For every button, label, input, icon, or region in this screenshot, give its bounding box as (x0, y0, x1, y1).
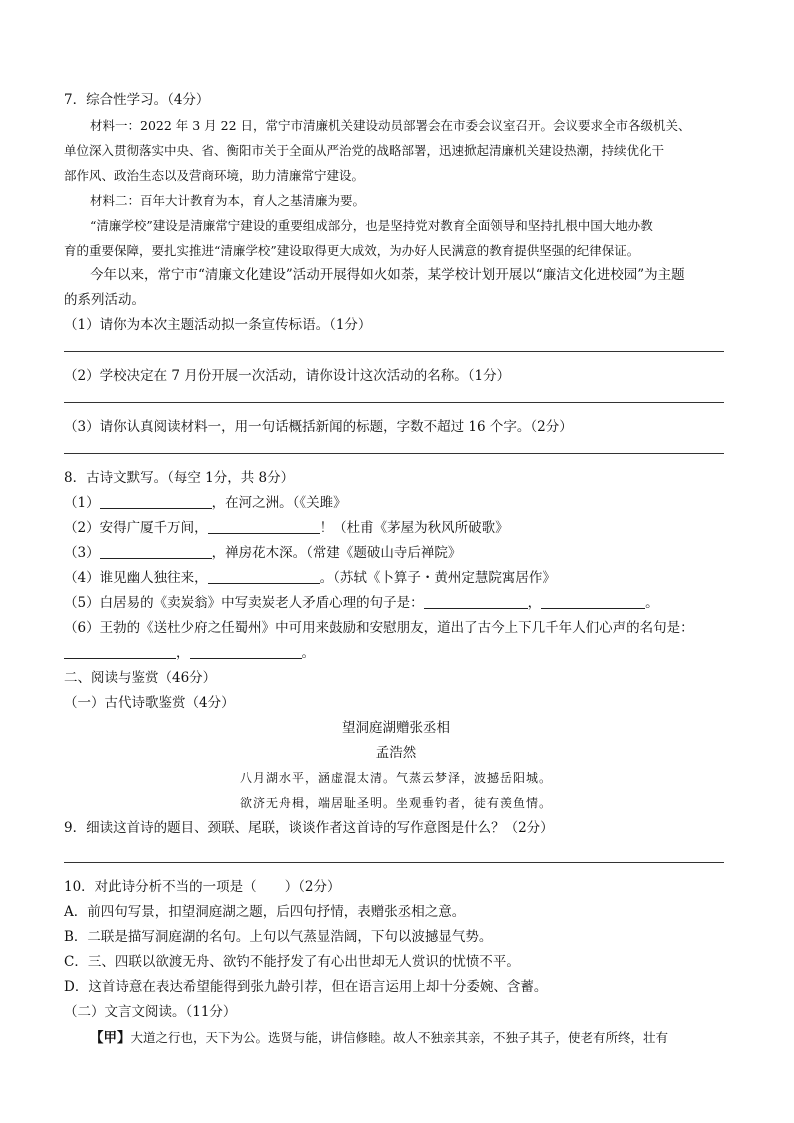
q10-option-a: A．前四句写景，扣望洞庭湖之题，后四句抒情，表赠张丞相之意。 (64, 904, 466, 920)
q7-material1-line3: 部作风、政治生态以及营商环境，助力清廉常宁建设。 (64, 168, 365, 183)
q8-item5 (64, 591, 728, 616)
fill-blank[interactable] (64, 644, 176, 659)
part2-title: （二）文言文阅读。（11分） (64, 1004, 237, 1020)
q7-material3-line1: “清廉学校”建设是清廉常宁建设的重要组成部分，也是坚持党对教育全面领导和坚持扎根中国大地办教 (90, 218, 653, 233)
q8-item5-suffix: 。 (645, 595, 659, 611)
fill-blank[interactable] (424, 594, 528, 609)
q10-option-c: C．三、四联以欲渡无舟、欲钓不能抒发了有心出世却无人赏识的忧愤不平。 (64, 954, 520, 970)
fill-blank[interactable] (190, 644, 302, 659)
q9-title: 9．细读这首诗的题目、颈联、尾联，谈谈作者这首诗的写作意图是什么？（2分） (64, 820, 554, 836)
fill-blank[interactable] (100, 494, 212, 509)
q8-item2-suffix: ！（杜甫《茅屋为秋风所破歌》 (319, 520, 509, 536)
q8-item6-blanks (64, 641, 728, 666)
q8-item3 (64, 541, 728, 566)
fill-blank[interactable] (208, 519, 320, 534)
q8-item5-prefix: （5）白居易的《卖炭翁》中写卖炭老人矛盾心理的句子是： (64, 595, 424, 611)
q8-item2-prefix: （2）安得广厦千万间， (64, 520, 208, 536)
q8-item1-suffix: ，在河之洲。（《关雎》 (211, 495, 347, 511)
q7-material1-line1: 材料一：2022 年 3 月 22 日，常宁市清廉机关建设动员部署会在市委会议室召开。会议要求全市各级机关、 (90, 118, 691, 133)
q10-title-suffix: ）（2分） (284, 879, 341, 895)
section2-title: 二、阅读与鉴赏（46分） (64, 670, 217, 686)
q8-item4 (64, 566, 728, 591)
q8-item6-suffix: 。 (301, 645, 315, 661)
poem-line1: 八月湖水平，涵虚混太清。气蒸云梦泽，波撼岳阳城。 (239, 771, 552, 785)
poem-line2: 欲济无舟楫，端居耻圣明。坐观垂钓者，徒有羡鱼情。 (239, 796, 552, 810)
q10-option-d: D．这首诗意在表达希望能得到张九龄引荐，但在语言运用上却十分委婉、含蓄。 (64, 979, 548, 995)
q8-item3-prefix: （3） (64, 545, 100, 561)
answer-line-q7-2[interactable] (64, 401, 724, 403)
exam-page (64, 88, 728, 1051)
poem-title: 望洞庭湖赠张丞相 (342, 720, 450, 736)
q7-intro-line2: 的系列活动。 (64, 292, 145, 308)
q7-material1-line2: 单位深入贯彻落实中央、省、衡阳市关于全面从严治党的战略部署，迅速掀起清廉机关建设热潮，持续优化干 (64, 143, 665, 158)
q7-material3-line2: 育的重要保障，要扎实推进“清廉学校”建设取得更大成效，为办好人民满意的教育提供坚强的纪律保证。 (64, 243, 640, 258)
answer-line-q7-3[interactable] (64, 452, 724, 454)
q7-material2: 材料二：百年大计教育为本，育人之基清廉为要。 (90, 193, 366, 208)
q8-item6-comma: ， (176, 645, 190, 661)
q8-item4-prefix: （4）谁见幽人独往来， (64, 570, 208, 586)
jia-label: 【甲】 (90, 1030, 131, 1046)
answer-line-q9[interactable] (64, 861, 724, 863)
q7-title: 7．综合性学习。（4分） (64, 92, 210, 108)
q8-item1 (64, 491, 728, 516)
fill-blank[interactable] (100, 544, 212, 559)
q10-option-b: B．二联是描写洞庭湖的名句。上句以气蒸显浩阔，下句以波撼显气势。 (64, 929, 493, 945)
q8-title: 8．古诗文默写。（每空 1分，共 8分） (64, 470, 295, 486)
q8-item1-prefix: （1） (64, 495, 100, 511)
q8-item3-suffix: ，禅房花木深。（常建《题破山寺后禅院》 (211, 545, 462, 561)
q7-sub2: （2）学校决定在 7 月份开展一次活动，请你设计这次活动的名称。（1分） (64, 368, 511, 384)
q8-item4-suffix: 。（苏轼《卜算子・黄州定慧院寓居作》 (319, 570, 556, 586)
part2-jia-line1 (64, 1025, 728, 1051)
section2-part1-title: （一）古代诗歌鉴赏（4分） (64, 695, 235, 711)
q7-sub3: （3）请你认真阅读材料一，用一句话概括新闻的标题，字数不超过 16 个字。（2分） (64, 419, 573, 435)
q8-item6: （6）王勃的《送杜少府之任蜀州》中可用来鼓励和安慰朋友，道出了古今上下几千年人们心声的名句是： (64, 620, 694, 636)
q7-sub1: （1）请你为本次主题活动拟一条宣传标语。（1分） (64, 317, 372, 333)
q8-item2 (64, 516, 728, 541)
q7-intro-line1: 今年以来，常宁市“清廉文化建设”活动开展得如火如荼，某学校计划开展以“廉洁文化进校园”为主题 (90, 267, 685, 283)
answer-line-q7-1[interactable] (64, 350, 724, 352)
q8-item5-comma: ， (527, 595, 542, 611)
q10-title-prefix: 10．对此诗分析不当的一项是（ (64, 879, 257, 895)
fill-blank[interactable] (208, 569, 320, 584)
fill-blank[interactable] (541, 594, 645, 609)
jia-text: 大道之行也，天下为公。选贤与能，讲信修睦。故人不独亲其亲，不独子其子，使老有所终，壮有 (130, 1030, 669, 1045)
q10-title (64, 875, 728, 900)
poem-author: 孟浩然 (375, 745, 417, 761)
